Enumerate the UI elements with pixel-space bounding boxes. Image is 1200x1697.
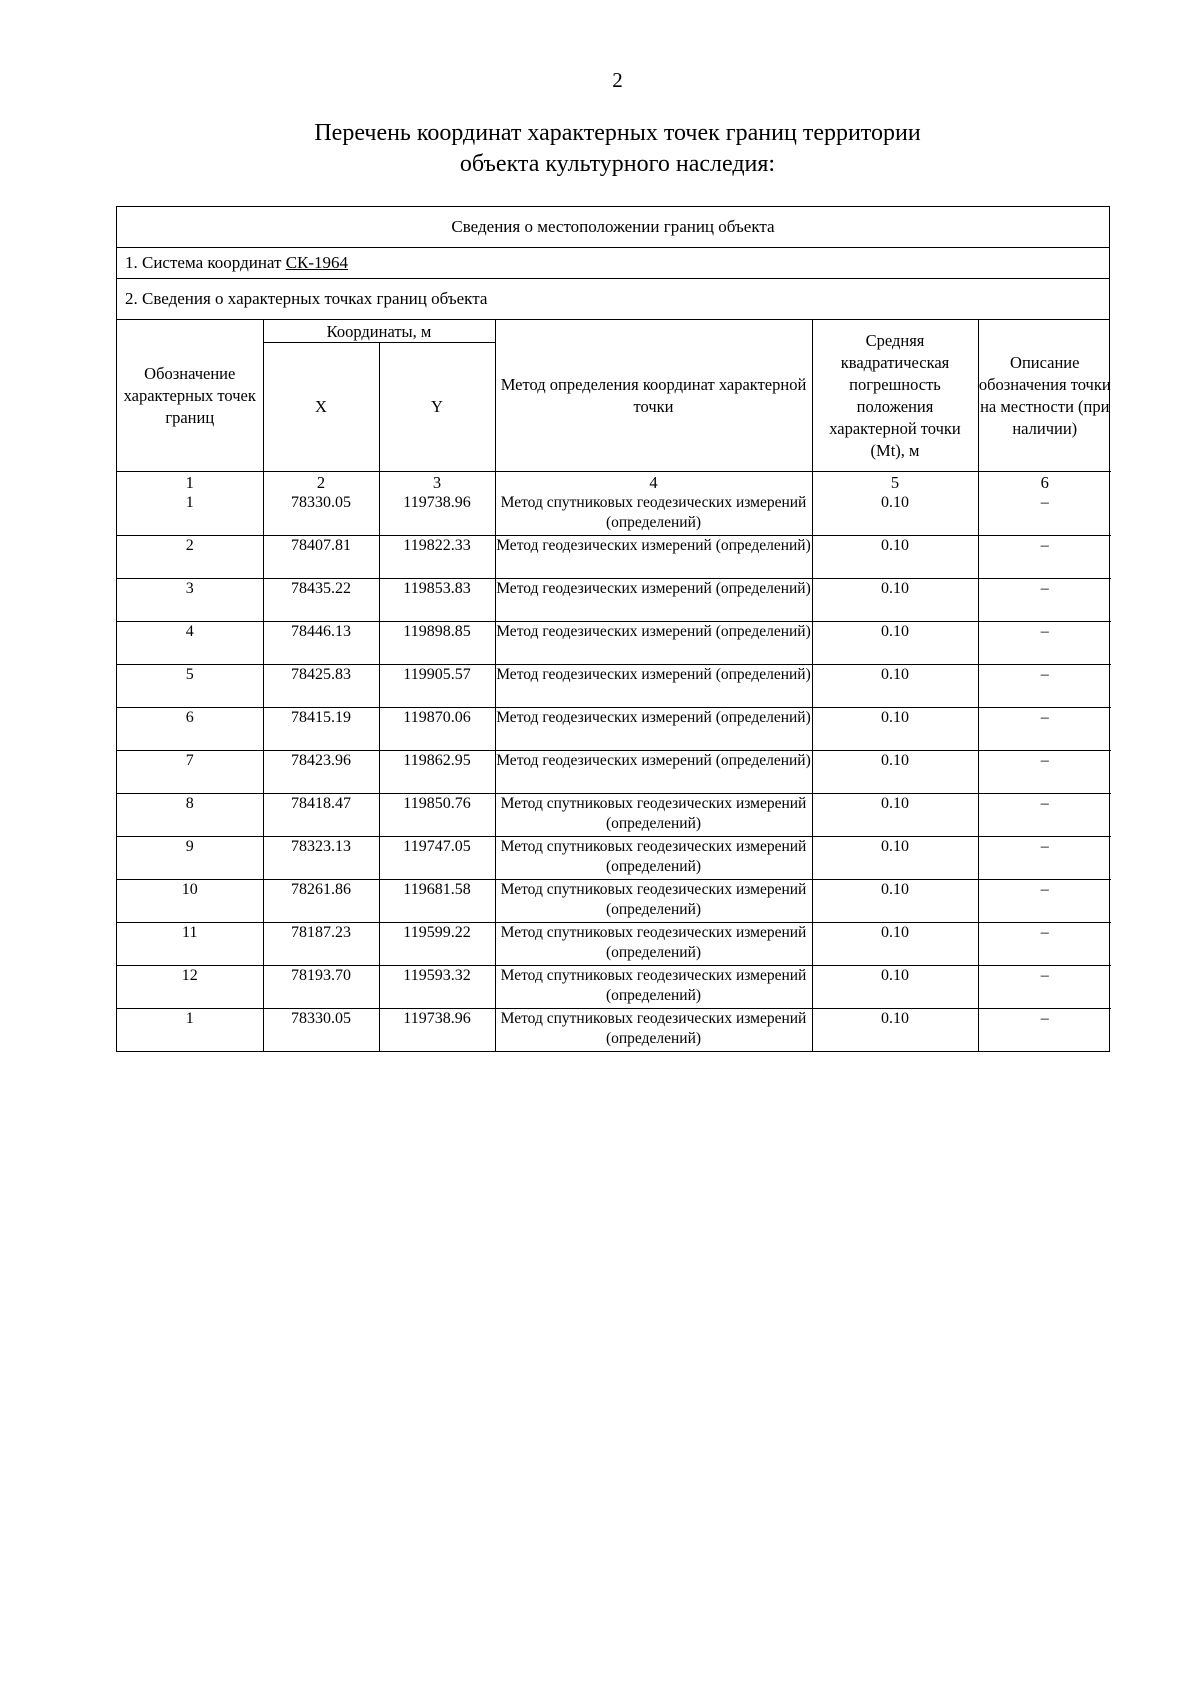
coordinate-x: 78425.83 [263,665,379,708]
method-text: Метод спутниковых геодезических измерений (определений) [495,1009,812,1052]
description-value: – [978,579,1111,622]
coordinate-y: 119898.85 [379,622,495,665]
description-value: – [978,751,1111,794]
coordinate-x: 78418.47 [263,794,379,837]
error-value: 0.10 [812,579,978,622]
error-value: 0.10 [812,837,978,880]
table-row [117,837,1111,880]
table-row [117,708,1111,751]
coordinate-x: 78330.05 [263,493,379,536]
description-value: – [978,966,1111,1009]
table-row [117,880,1111,923]
description-value: – [978,880,1111,923]
coordinate-x: 78187.23 [263,923,379,966]
description-value: – [978,708,1111,751]
title-line-1: Перечень координат характерных точек границ территории [314,120,921,146]
column-numbers-row [117,472,1111,494]
points-table-container [117,320,1110,1052]
coordinate-y: 119593.32 [379,966,495,1009]
method-text: Метод спутниковых геодезических измерений (определений) [495,923,812,966]
error-value: 0.10 [812,1009,978,1052]
error-value: 0.10 [812,880,978,923]
table-row [117,536,1111,579]
page-number: 2 [612,68,623,92]
header-designation: Обозначение характерных точек границ [117,320,263,472]
table-row [117,794,1111,837]
coordinate-x: 78261.86 [263,880,379,923]
table-row [117,665,1111,708]
point-number: 3 [117,579,263,622]
title-line-2: объекта культурного наследия: [459,151,776,177]
method-text: Метод геодезических измерений (определений) [495,751,812,794]
method-text: Метод спутниковых геодезических измерений (определений) [495,794,812,837]
table-row [117,923,1111,966]
point-number: 8 [117,794,263,837]
coordinates-table [116,206,1110,1052]
error-value: 0.10 [812,751,978,794]
coordinate-y: 119747.05 [379,837,495,880]
point-number: 6 [117,708,263,751]
coordinate-y: 119870.06 [379,708,495,751]
column-number: 4 [495,472,812,494]
table-caption: Сведения о местоположении границ объекта [117,207,1110,248]
table-row [117,751,1111,794]
point-number: 5 [117,665,263,708]
coordinate-system-label: 1. Система координат [125,253,286,272]
coordinate-y: 119862.95 [379,751,495,794]
method-text: Метод спутниковых геодезических измерений (определений) [495,837,812,880]
coordinate-y: 119905.57 [379,665,495,708]
point-number: 9 [117,837,263,880]
point-number: 10 [117,880,263,923]
column-number: 3 [379,472,495,494]
header-error: Средняя квадратическая погрешность положения характерной точки (Mt), м [812,320,978,472]
description-value: – [978,794,1111,837]
error-value: 0.10 [812,665,978,708]
method-text: Метод геодезических измерений (определений) [495,622,812,665]
coordinate-x: 78407.81 [263,536,379,579]
coordinate-y: 119738.96 [379,493,495,536]
method-text: Метод спутниковых геодезических измерений (определений) [495,493,812,536]
error-value: 0.10 [812,622,978,665]
points-caption: 2. Сведения о характерных точках границ объекта [117,279,1110,320]
error-value: 0.10 [812,794,978,837]
document-title [0,118,1200,180]
coordinate-y: 119738.96 [379,1009,495,1052]
point-number: 2 [117,536,263,579]
coordinate-x: 78415.19 [263,708,379,751]
coordinate-y: 119681.58 [379,880,495,923]
error-value: 0.10 [812,966,978,1009]
header-y: Y [379,343,495,472]
header-coordinates: Координаты, м [263,320,495,343]
coordinate-system-row [117,248,1110,279]
description-value: – [978,622,1111,665]
points-rows [117,493,1111,1051]
coordinate-y: 119853.83 [379,579,495,622]
header-x: X [263,343,379,472]
coordinate-x: 78330.05 [263,1009,379,1052]
point-number: 4 [117,622,263,665]
description-value: – [978,1009,1111,1052]
point-number: 1 [117,1009,263,1052]
column-number: 6 [978,472,1111,494]
method-text: Метод спутниковых геодезических измерений (определений) [495,880,812,923]
description-value: – [978,837,1111,880]
description-value: – [978,536,1111,579]
coordinate-y: 119822.33 [379,536,495,579]
method-text: Метод геодезических измерений (определений) [495,536,812,579]
table-row [117,622,1111,665]
coordinate-x: 78423.96 [263,751,379,794]
error-value: 0.10 [812,923,978,966]
column-number: 5 [812,472,978,494]
method-text: Метод геодезических измерений (определений) [495,579,812,622]
header-method: Метод определения координат характерной точки [495,320,812,472]
coordinate-system-value: СК-1964 [285,253,349,272]
header-description: Описание обозначения точки на местности (при наличии) [978,320,1111,472]
coordinate-x: 78323.13 [263,837,379,880]
table-row [117,1009,1111,1052]
column-number: 2 [263,472,379,494]
point-number: 7 [117,751,263,794]
description-value: – [978,923,1111,966]
description-value: – [978,493,1111,536]
description-value: – [978,665,1111,708]
method-text: Метод геодезических измерений (определений) [495,665,812,708]
error-value: 0.10 [812,536,978,579]
coordinate-y: 119850.76 [379,794,495,837]
coordinate-x: 78435.22 [263,579,379,622]
method-text: Метод спутниковых геодезических измерений (определений) [495,966,812,1009]
coordinate-y: 119599.22 [379,923,495,966]
coordinate-x: 78446.13 [263,622,379,665]
column-number: 1 [117,472,263,494]
error-value: 0.10 [812,708,978,751]
point-number: 11 [117,923,263,966]
table-row [117,966,1111,1009]
table-row [117,493,1111,536]
point-number: 1 [117,493,263,536]
method-text: Метод геодезических измерений (определений) [495,708,812,751]
points-table [117,320,1111,1051]
point-number: 12 [117,966,263,1009]
error-value: 0.10 [812,493,978,536]
table-row [117,579,1111,622]
coordinate-x: 78193.70 [263,966,379,1009]
